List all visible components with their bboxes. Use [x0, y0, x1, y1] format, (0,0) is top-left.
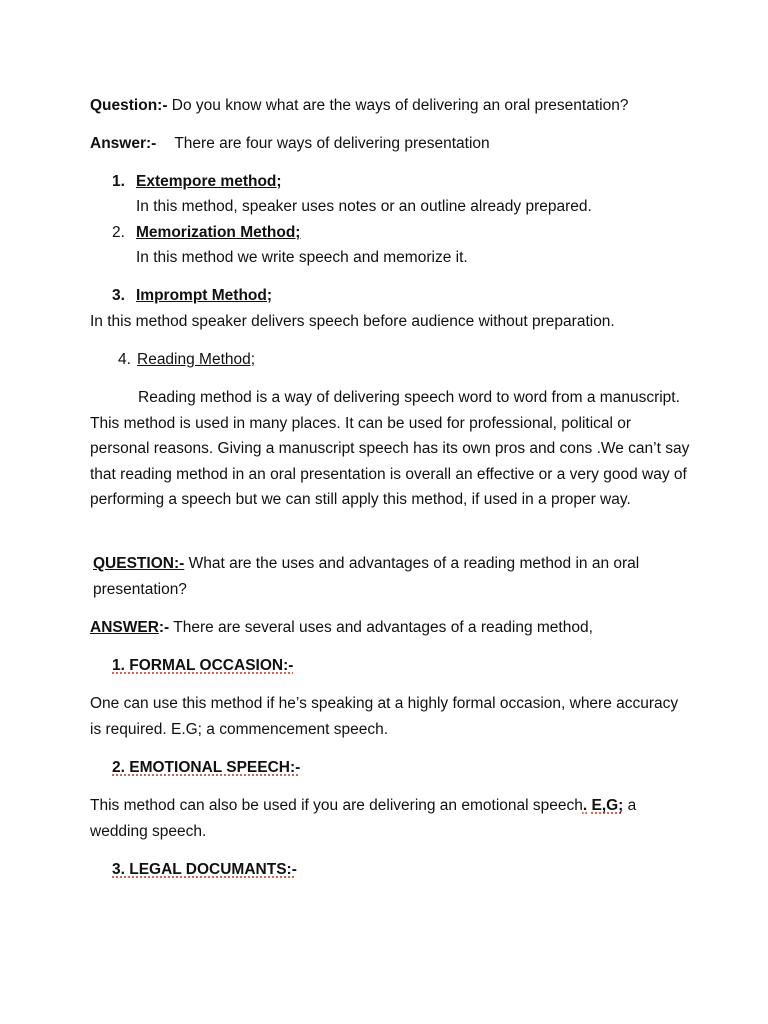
answer-label: Answer:-: [90, 135, 157, 152]
method-4-number: 4.: [118, 351, 131, 368]
method-1-title: Extempore method;: [136, 173, 282, 190]
answer-2-text: There are several uses and advantages of a reading method,: [169, 619, 593, 636]
method-3-number: 3.: [112, 287, 125, 304]
question-label: Question:-: [90, 97, 168, 114]
use-2-desc: [90, 793, 690, 844]
question-2: [93, 551, 683, 602]
use-2-heading: [90, 758, 300, 778]
answer-2-label: ANSWER: [90, 619, 159, 636]
method-2-title: Memorization Method;: [136, 224, 301, 241]
answer-2: [90, 618, 593, 638]
use-3-heading: [90, 860, 297, 880]
question-text: Do you know what are the ways of delivering an oral presentation?: [167, 97, 629, 114]
reading-method-paragraph: Reading method is a way of delivering speech word to word from a manuscript. This method is used in many places. It can be used for professional, political or personal reasons. Giving a manuscript speech has its own pros and cons .We can’t say that reading method in an oral presentation is overall an effective or a very good way of performing a speech but we can still apply this method, if used in a proper way.: [90, 389, 690, 508]
method-1-number: 1.: [112, 173, 125, 190]
method-1-desc: In this method, speaker uses notes or an outline already prepared.: [136, 198, 592, 215]
use-2-heading-text: 2. EMOTIONAL SPEECH:-: [112, 759, 301, 776]
use-1-desc: One can use this method if he’s speaking at a highly formal occasion, where accuracy is required. E.G; a commencement speech.: [90, 695, 679, 738]
question-2-text: What are the uses and advantages of a reading method in an oral presentation?: [93, 555, 640, 598]
use-2-desc-text: This method can also be used if you are delivering an emotional speech: [90, 797, 583, 814]
method-4-title: Reading Method;: [137, 351, 256, 368]
method-2-desc: In this method we write speech and memorize it.: [136, 249, 468, 266]
use-1-heading: 1. FORMAL OCCASION:-: [112, 657, 294, 674]
use-2-desc-mark-period: .: [582, 797, 588, 814]
method-3-title: Imprompt Method;: [136, 287, 273, 304]
method-3-desc: In this method speaker delivers speech before audience without preparation.: [90, 313, 615, 330]
answer-text: There are four ways of delivering presentation: [174, 135, 490, 152]
use-2-desc-mark-eg: E,G;: [591, 797, 624, 814]
use-2-desc-tail: a wedding speech.: [90, 797, 637, 840]
answer-1: [90, 134, 490, 154]
answer-2-label-suffix: :-: [158, 619, 170, 636]
method-2-number: 2.: [112, 224, 125, 241]
question-2-label: QUESTION:-: [93, 555, 185, 572]
question-1: [90, 96, 628, 116]
use-3-heading-text: 3. LEGAL DOCUMANTS:-: [112, 861, 297, 878]
